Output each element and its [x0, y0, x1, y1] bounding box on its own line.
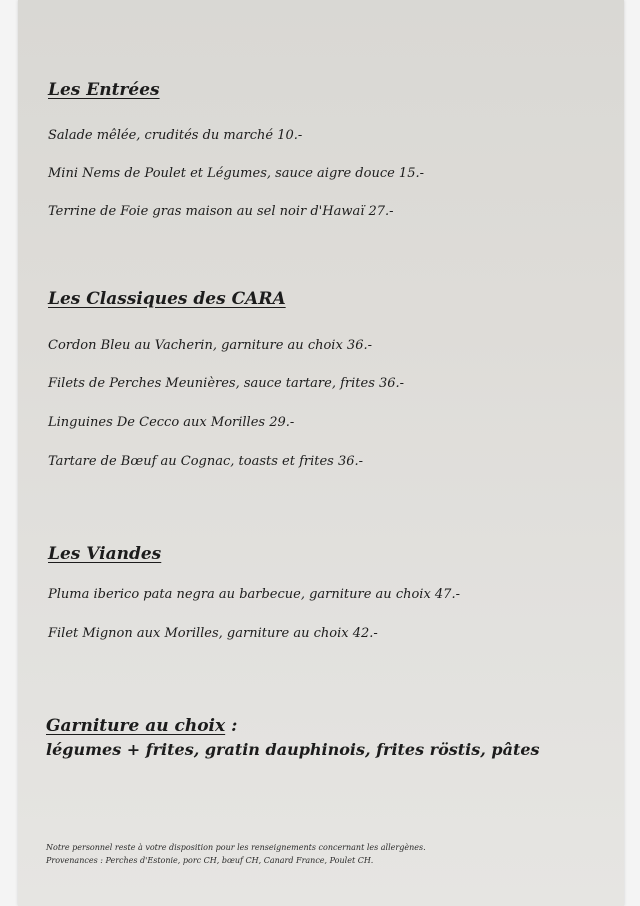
menu-item: Tartare de Bœuf au Cognac, toasts et frites 36.- — [48, 454, 364, 469]
section-title-viandes: Les Viandes — [48, 544, 162, 564]
section-title-classiques: Les Classiques des CARA — [48, 289, 286, 309]
provenance-note: Provenances : Perches d'Estonie, porc CH, bœuf CH, Canard France, Poulet CH. — [46, 856, 374, 865]
menu-item: Pluma iberico pata negra au barbecue, garniture au choix 47.- — [48, 587, 460, 602]
menu-item: Filet Mignon aux Morilles, garniture au choix 42.- — [48, 626, 378, 641]
allergen-note: Notre personnel reste à votre disposition pour les renseignements concernant les allergènes. — [46, 843, 426, 852]
garniture-colon: : — [225, 716, 238, 736]
section-title-entrees: Les Entrées — [48, 80, 160, 100]
menu-item: Terrine de Foie gras maison au sel noir d'Hawaï 27.- — [48, 204, 394, 219]
menu-item: Salade mêlée, crudités du marché 10.- — [48, 128, 303, 143]
menu-item: Cordon Bleu au Vacherin, garniture au choix 36.- — [48, 338, 372, 353]
menu-item: Filets de Perches Meunières, sauce tartare, frites 36.- — [48, 376, 405, 391]
menu-page — [18, 0, 624, 906]
menu-item: Mini Nems de Poulet et Légumes, sauce aigre douce 15.- — [48, 166, 424, 181]
garniture-heading — [46, 716, 237, 736]
garniture-options: légumes + frites, gratin dauphinois, frites röstis, pâtes — [46, 740, 540, 759]
garniture-title: Garniture au choix — [46, 716, 226, 736]
menu-item: Linguines De Cecco aux Morilles 29.- — [48, 415, 295, 430]
